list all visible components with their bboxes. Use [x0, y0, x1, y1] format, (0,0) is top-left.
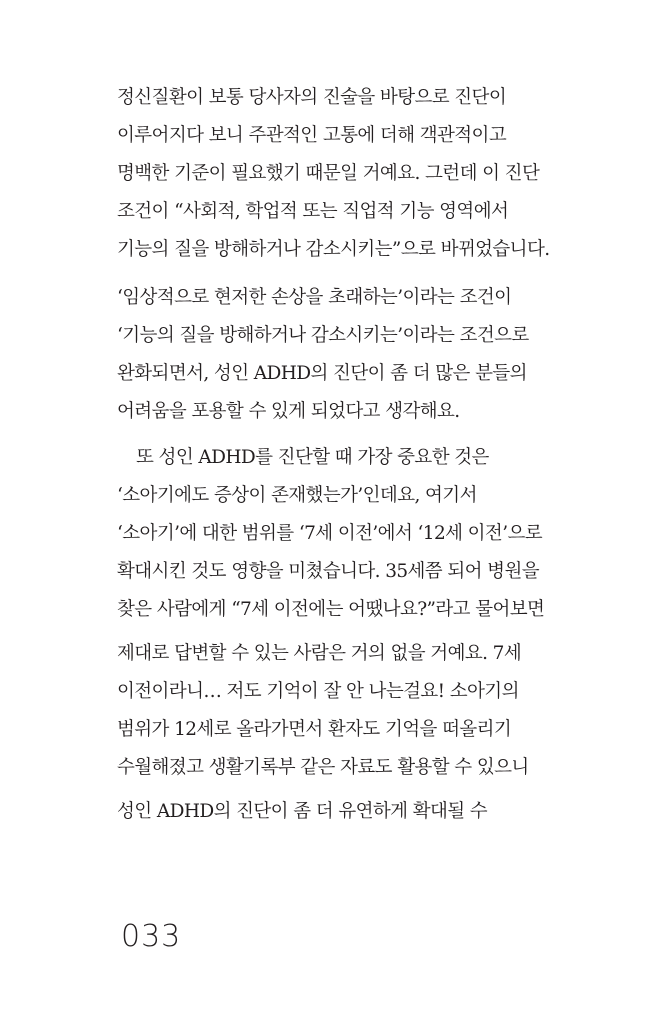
- page-number: 033: [121, 919, 182, 954]
- text-line: ‘기능의 질을 방해하거나 감소시키는’이라는 조건으로: [117, 325, 529, 346]
- text-line: 명백한 기준이 필요했기 때문일 거예요. 그런데 이 진단: [117, 163, 540, 184]
- text-line: 찾은 사람에게 “7세 이전에는 어땠나요?”라고 물어보면: [117, 599, 545, 620]
- text-line: 완화되면서, 성인 ADHD의 진단이 좀 더 많은 분들의: [117, 363, 527, 384]
- text-line: 정신질환이 보통 당사자의 진술을 바탕으로 진단이: [117, 87, 507, 108]
- text-line: 확대시킨 것도 영향을 미쳤습니다. 35세쯤 되어 병원을: [117, 561, 539, 582]
- text-line: 조건이 “사회적, 학업적 또는 직업적 기능 영역에서: [117, 201, 509, 222]
- text-line: ‘소아기에도 증상이 존재했는가’인데요, 여기서: [117, 485, 477, 506]
- text-line: 이전이라니… 저도 기억이 잘 안 나는걸요! 소아기의: [117, 681, 519, 702]
- text-line: 수월해졌고 생활기록부 같은 자료도 활용할 수 있으니: [117, 757, 529, 778]
- text-line: ‘소아기’에 대한 범위를 ‘7세 이전’에서 ‘12세 이전’으로: [117, 523, 543, 544]
- text-line: ‘임상적으로 현저한 손상을 초래하는’이라는 조건이: [117, 287, 512, 308]
- text-line: 성인 ADHD의 진단이 좀 더 유연하게 확대될 수: [117, 801, 488, 822]
- text-line-indented: 또 성인 ADHD를 진단할 때 가장 중요한 것은: [136, 447, 489, 468]
- text-line: 어려움을 포용할 수 있게 되었다고 생각해요.: [117, 401, 460, 422]
- text-line: 기능의 질을 방해하거나 감소시키는”으로 바뀌었습니다.: [117, 239, 550, 260]
- text-line: 제대로 답변할 수 있는 사람은 거의 없을 거예요. 7세: [117, 643, 522, 664]
- text-line: 범위가 12세로 올라가면서 환자도 기억을 떠올리기: [117, 719, 512, 740]
- text-line: 이루어지다 보니 주관적인 고통에 더해 객관적이고: [117, 125, 507, 146]
